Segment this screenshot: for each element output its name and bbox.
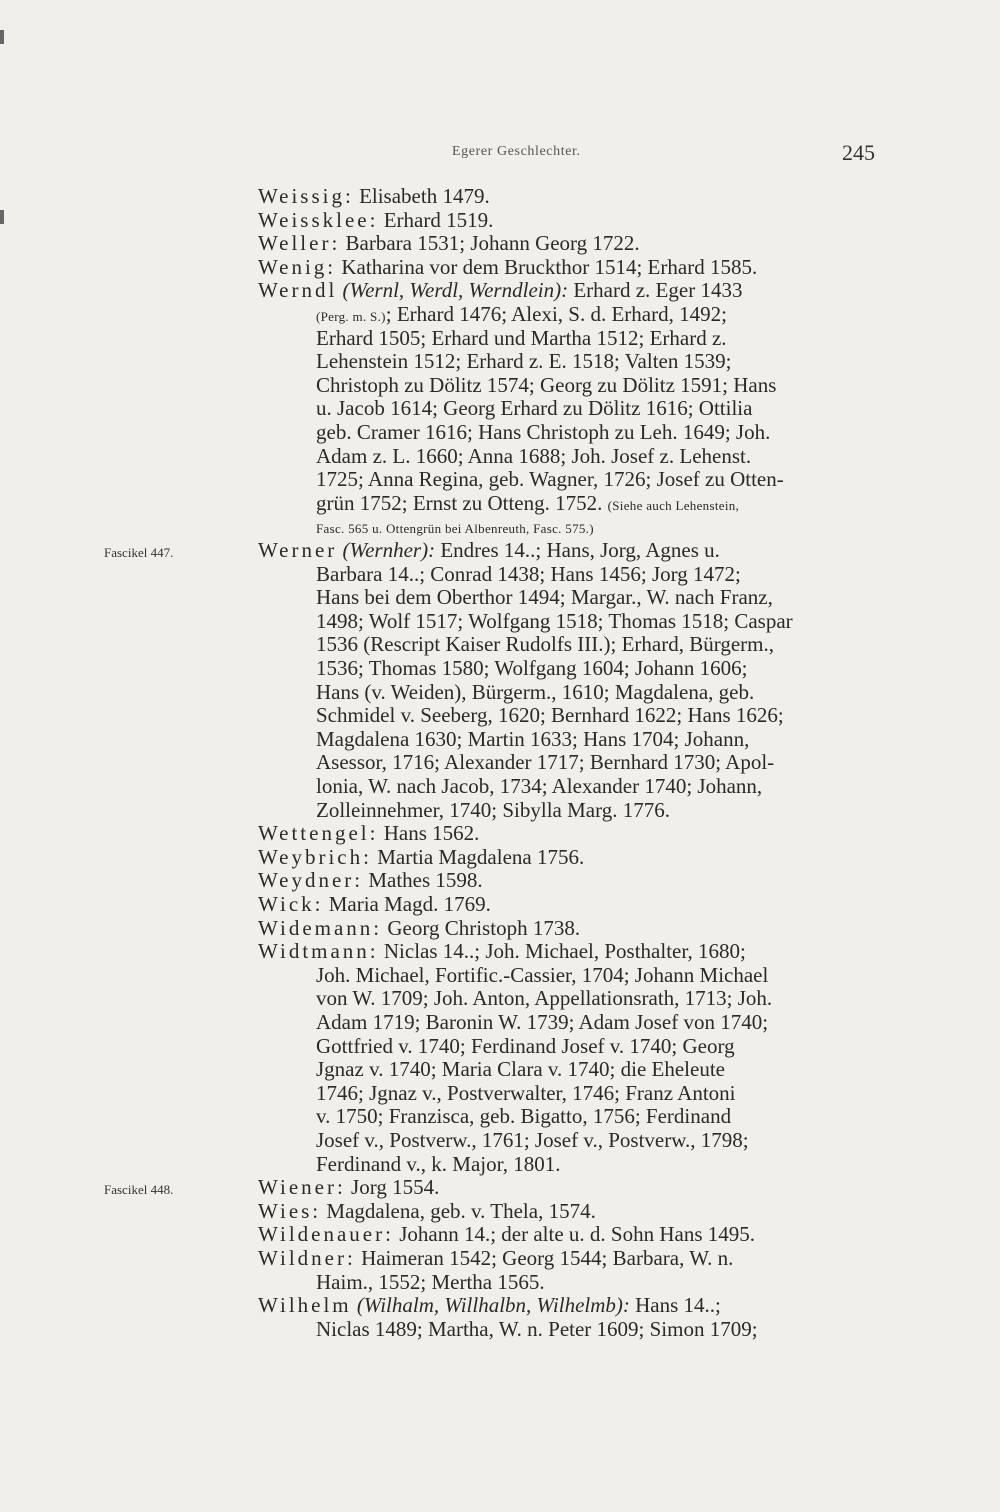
entry-headline <box>258 846 584 869</box>
entry-text: Lehenstein 1512; Erhard z. E. 1518; Valten 1539; <box>316 349 732 374</box>
surname: Wildner: <box>258 1246 356 1270</box>
entry-text: Josef v., Postverw., 1761; Josef v., Postverw., 1798; <box>316 1128 749 1152</box>
entry-text: Elisabeth 1479. <box>353 184 490 208</box>
entry-continuation <box>316 374 776 397</box>
entry-continuation <box>316 1153 561 1176</box>
entry-text: 1746; Jgnaz v., Postverwalter, 1746; Franz Antoni <box>316 1080 736 1105</box>
entry-continuation <box>316 445 751 468</box>
page-header <box>0 140 1000 170</box>
entry-continuation <box>316 303 727 326</box>
entry-text: v. 1750; Franzisca, geb. Bigatto, 1756; Ferdinand <box>316 1104 732 1129</box>
entry-text: Ferdinand v., k. Major, 1801. <box>316 1151 561 1176</box>
entry-text: Erhard z. Eger 1433 <box>568 278 743 303</box>
entry-text: Gottfried v. 1740; Ferdinand Josef v. 1740; Georg <box>316 1033 735 1058</box>
entry-text: Haimeran 1542; Georg 1544; Barbara, W. n. <box>355 1246 734 1270</box>
entry-text: Barbara 1531; Johann Georg 1722. <box>340 231 640 256</box>
entry-text: Endres 14..; Hans, Jorg, Agnes u. <box>435 538 720 562</box>
entry-headline <box>258 185 490 208</box>
entry-headline <box>258 232 640 255</box>
entry-text: Christoph zu Dölitz 1574; Georg zu Dölitz 1591; Hans <box>316 372 777 397</box>
entry-text: Magdalena 1630; Martin 1633; Hans 1704; Johann, <box>316 726 750 751</box>
surname: Widtmann: <box>258 939 379 964</box>
entry-headline <box>258 1247 733 1270</box>
surname: Wettengel: <box>258 821 379 846</box>
name-variants: (Wilhalm, Willhalbn, Wilhelmb): <box>351 1293 630 1318</box>
entry-headline <box>258 1223 755 1246</box>
entry-continuation <box>316 633 774 656</box>
entry-headline <box>258 893 491 916</box>
entry-text: Georg Christoph 1738. <box>382 915 581 940</box>
entry-continuation <box>316 492 739 515</box>
entry-text: Magdalena, geb. v. Thela, 1574. <box>321 1198 596 1223</box>
entry-text: Hans (v. Weiden), Bürgerm., 1610; Magdalena, geb. <box>316 679 755 704</box>
fascikel-label: Fascikel 447. <box>104 545 174 560</box>
surname: Widemann: <box>258 915 383 940</box>
entry-text: Barbara 14..; Conrad 1438; Hans 1456; Jorg 1472; <box>316 561 741 586</box>
entry-continuation <box>316 1058 725 1081</box>
entry-continuation <box>316 987 772 1010</box>
entry-continuation <box>316 1011 768 1034</box>
entry-text: Mathes 1598. <box>363 868 483 893</box>
surname: Wick: <box>258 892 324 916</box>
entry-headline <box>258 869 483 892</box>
entry-continuation <box>316 775 762 798</box>
entry-text: Niclas 14..; Joh. Michael, Posthalter, 1680; <box>378 939 746 964</box>
entry-text: Hans bei dem Oberthor 1494; Margar., W. nach Franz, <box>316 585 773 610</box>
entry-text: Adam z. L. 1660; Anna 1688; Joh. Josef z. Lehenst. <box>316 443 752 468</box>
surname: Wilhelm <box>258 1293 352 1318</box>
note-small: (Perg. m. S.) <box>316 309 386 324</box>
entry-headline <box>258 940 746 963</box>
entry-continuation <box>316 1035 735 1058</box>
name-variants: (Wernl, Werdl, Werndlein): <box>337 278 569 303</box>
scan-edge-mark <box>0 30 4 44</box>
entry-text: Adam 1719; Baronin W. 1739; Adam Josef von 1740; <box>316 1010 769 1034</box>
entry-continuation <box>316 1129 749 1152</box>
entry-continuation <box>316 728 749 751</box>
entry-headline <box>258 822 479 845</box>
entry-text: 1725; Anna Regina, geb. Wagner, 1726; Josef zu Otten- <box>316 467 784 492</box>
entry-text: u. Jacob 1614; Georg Erhard zu Dölitz 1616; Ottilia <box>316 396 753 421</box>
entry-headline <box>258 1200 596 1223</box>
surname: Werndl <box>258 278 338 303</box>
note-small: (Siehe auch Lehenstein, <box>607 497 740 513</box>
entry-text: ; Erhard 1476; Alexi, S. d. Erhard, 1492; <box>385 302 727 326</box>
entry-text: Erhard 1519. <box>378 207 494 232</box>
entry-text: geb. Cramer 1616; Hans Christoph zu Leh. 1649; Joh. <box>316 420 771 444</box>
entry-continuation <box>316 1318 758 1341</box>
note-small: Fasc. 565 u. Ottengrün bei Albenreuth, Fasc. 575.) <box>316 521 594 537</box>
entry-text: grün 1752; Ernst zu Otteng. 1752. <box>316 490 608 515</box>
entry-continuation <box>316 563 741 586</box>
entry-text: Schmidel v. Seeberg, 1620; Bernhard 1622; Hans 1626; <box>316 703 784 728</box>
entry-headline <box>258 917 580 940</box>
surname: Weydner: <box>258 868 364 893</box>
entry-text: lonia, W. nach Jacob, 1734; Alexander 1740; Johann, <box>316 774 763 798</box>
entry-text: 1498; Wolf 1517; Wolfgang 1518; Thomas 1518; Caspar <box>316 608 793 633</box>
entry-text: Erhard 1505; Erhard und Martha 1512; Erhard z. <box>316 325 727 350</box>
entry-text: von W. 1709; Joh. Anton, Appellationsrath, 1713; Joh. <box>316 986 773 1011</box>
entry-text: 1536 (Rescript Kaiser Rudolfs III.); Erhard, Bürgerm., <box>316 632 775 657</box>
entry-continuation <box>316 586 773 609</box>
name-variants: (Wernher): <box>337 538 436 562</box>
entry-text: Katharina vor dem Bruckthor 1514; Erhard 1585. <box>336 254 758 279</box>
entry-headline <box>258 279 742 302</box>
entry-text: Martia Magdalena 1756. <box>371 844 585 869</box>
surname: Werner <box>258 538 338 562</box>
entry-headline <box>258 209 493 232</box>
surname: Weissig: <box>258 184 354 208</box>
entry-continuation <box>316 397 752 420</box>
entry-text: Zolleinnehmer, 1740; Sibylla Marg. 1776. <box>316 797 670 822</box>
entry-continuation <box>316 657 748 680</box>
page-number: 245 <box>842 140 875 165</box>
entry-text: 1536; Thomas 1580; Wolfgang 1604; Johann 1606; <box>316 656 748 680</box>
entry-continuation <box>316 1082 736 1105</box>
entry-text: Hans 14..; <box>629 1293 721 1318</box>
entry-text: Haim., 1552; Mertha 1565. <box>316 1269 545 1294</box>
entry-continuation <box>316 515 594 538</box>
surname: Wildenauer: <box>258 1222 394 1247</box>
surname: Weller: <box>258 231 341 256</box>
entry-headline <box>258 539 720 562</box>
entry-text: Asessor, 1716; Alexander 1717; Bernhard 1730; Apol- <box>316 750 775 775</box>
entry-text: Niclas 1489; Martha, W. n. Peter 1609; Simon 1709; <box>316 1316 758 1341</box>
entry-continuation <box>316 681 754 704</box>
entry-continuation <box>316 704 784 727</box>
surname: Wies: <box>258 1198 322 1223</box>
entry-continuation <box>316 799 670 822</box>
fascikel-label: Fascikel 448. <box>104 1182 174 1198</box>
entry-headline <box>258 1176 439 1199</box>
surname: Wiener: <box>258 1175 346 1200</box>
entry-continuation <box>316 610 793 633</box>
entry-text: Maria Magd. 1769. <box>323 892 491 916</box>
surname: Weissklee: <box>258 207 379 232</box>
scan-edge-mark <box>0 210 4 224</box>
entry-continuation <box>316 327 727 350</box>
entry-text: Hans 1562. <box>378 821 480 846</box>
entry-text: Johann 14.; der alte u. d. Sohn Hans 1495. <box>393 1222 755 1247</box>
surname: Weybrich: <box>258 844 372 869</box>
entry-continuation <box>316 1105 731 1128</box>
entry-continuation <box>316 421 770 444</box>
entry-continuation <box>316 751 774 774</box>
entry-headline <box>258 1294 721 1317</box>
surname: Wenig: <box>258 254 337 279</box>
entry-continuation <box>316 1271 545 1294</box>
entry-continuation <box>316 964 768 987</box>
entry-headline <box>258 256 757 279</box>
entry-text: Jorg 1554. <box>345 1175 440 1200</box>
entry-continuation <box>316 350 731 373</box>
running-title: Egerer Geschlechter. <box>452 144 581 159</box>
entry-continuation <box>316 468 784 491</box>
entry-text: Jgnaz v. 1740; Maria Clara v. 1740; die Eheleute <box>316 1057 725 1082</box>
entry-text: Joh. Michael, Fortific.-Cassier, 1704; Johann Michael <box>316 962 769 987</box>
